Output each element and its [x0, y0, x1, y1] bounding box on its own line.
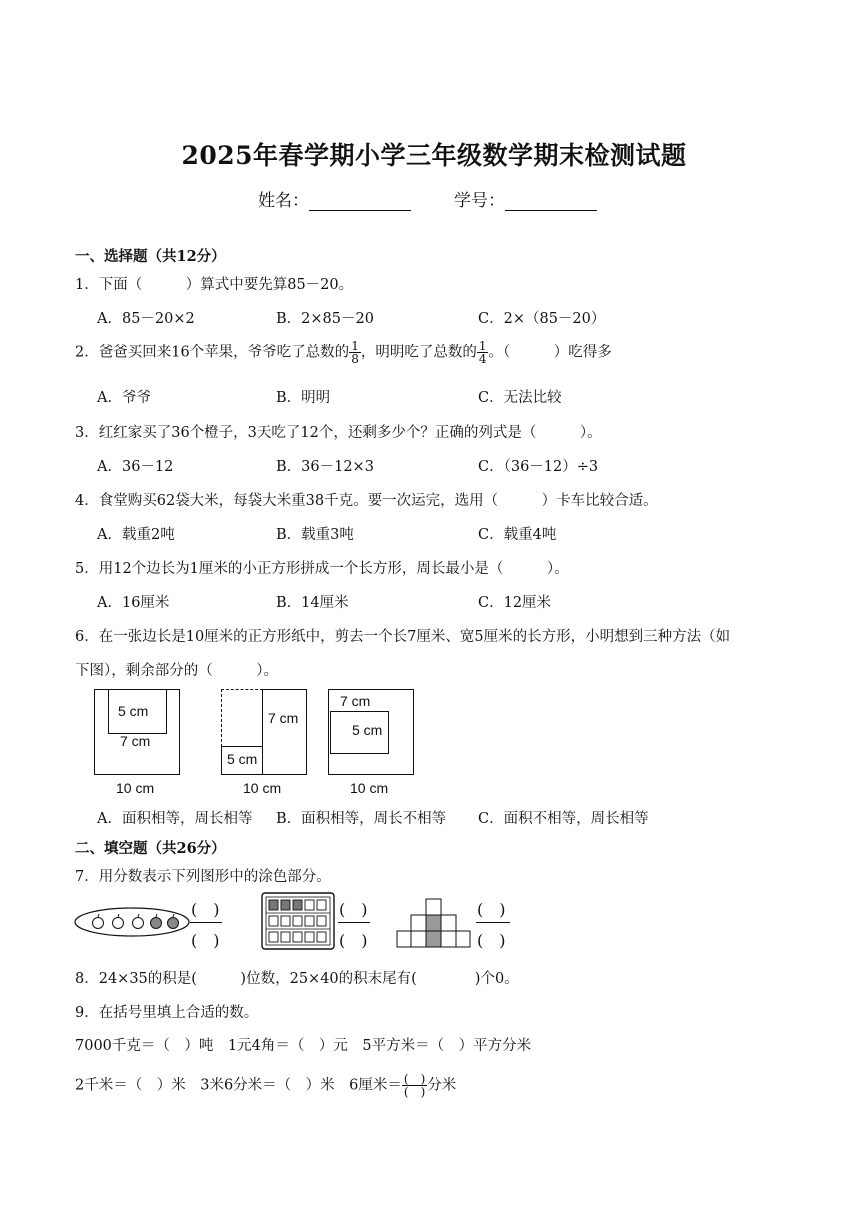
q3-option-c[interactable]: C．（36－12）÷3	[478, 459, 599, 475]
question-5: 5．用12个边长为1厘米的小正方形拼成一个长方形，周长最小是（ ）。	[75, 561, 569, 577]
fraction-one-eighth: $\frac{1}{8}$	[351, 339, 359, 366]
name-field[interactable]	[258, 186, 411, 211]
section-choice-heading: 一、选择题（共12分）	[75, 248, 226, 265]
id-blank[interactable]	[505, 192, 597, 211]
apple-icon	[93, 914, 179, 929]
square-pyramid-figure	[396, 898, 472, 950]
q4-option-b[interactable]: B．载重3吨	[276, 527, 354, 543]
fig2-label-10cm: 10 cm	[243, 780, 282, 796]
q3-option-a[interactable]: A．36－12	[97, 459, 174, 475]
q6-option-b[interactable]: B．面积相等，周长不相等	[276, 811, 447, 827]
question-6-line-2: 下图），剩余部分的（ ）。	[75, 663, 278, 679]
figure-2-cut-rect	[221, 689, 263, 747]
q5-option-c[interactable]: C．12厘米	[478, 595, 552, 611]
question-1: 1．下面（ ）算式中要先算85－20。	[75, 277, 354, 293]
fig3-label-7cm: 7 cm	[340, 693, 371, 709]
id-label: 学号：	[454, 191, 505, 211]
fraction-one-quarter: $\frac{1}{4}$	[478, 339, 487, 366]
q5-option-a[interactable]: A．16厘米	[97, 595, 170, 611]
q9-fraction-blank[interactable]: $\frac{( )}{( )}$	[403, 1072, 426, 1099]
fig3-label-5cm: 5 cm	[352, 722, 383, 738]
question-6-line-1: 6．在一张边长是10厘米的正方形纸中，剪去一个长7厘米、宽5厘米的长方形，小明想到三种方法（如	[75, 629, 731, 645]
q5-option-b[interactable]: B．14厘米	[276, 595, 349, 611]
section-fill-heading: 二、填空题（共26分）	[75, 840, 226, 857]
q7-fraction-bar-2	[338, 922, 370, 923]
q3-option-b[interactable]: B．36－12×3	[276, 459, 374, 475]
name-label: 姓名：	[258, 191, 309, 211]
q1-option-a[interactable]: A．85－20×2	[97, 311, 195, 327]
question-8: 8．24×35的积是( )位数，25×40的积末尾有( )个0。	[75, 971, 519, 987]
q2-option-c[interactable]: C．无法比较	[478, 390, 562, 406]
q9-row-1: 7000千克＝（ ）吨 1元4角＝（ ）元 5平方米＝（ ）平方分米	[75, 1038, 532, 1054]
q4-option-c[interactable]: C．载重4吨	[478, 527, 557, 543]
q1-option-c[interactable]: C．2×（85－20）	[478, 311, 606, 327]
q2-option-a[interactable]: A．爷爷	[97, 390, 151, 406]
q7-blank-1-denominator[interactable]: ( )	[191, 931, 220, 950]
fig2-label-7cm: 7 cm	[268, 710, 299, 726]
q6-option-c[interactable]: C．面积不相等，周长相等	[478, 811, 649, 827]
q7-blank-3-denominator[interactable]: ( )	[477, 931, 506, 950]
q7-blank-1-numerator[interactable]: ( )	[191, 900, 220, 919]
q7-blank-2-denominator[interactable]: ( )	[339, 931, 368, 950]
q1-option-b[interactable]: B．2×85－20	[276, 311, 374, 327]
q2-text-pre: 2．爸爸买回来16个苹果，爷爷吃了总数的	[75, 344, 350, 361]
q9-row-2	[75, 1073, 456, 1098]
box-grid-figure	[261, 892, 337, 952]
q7-blank-2-numerator[interactable]: ( )	[339, 900, 368, 919]
q9-row-2-unit: 分米	[427, 1077, 457, 1094]
q6-option-a[interactable]: A．面积相等，周长相等	[97, 811, 253, 827]
figure-square-2-right	[262, 689, 307, 775]
q4-option-a[interactable]: A．载重2吨	[97, 527, 175, 543]
q2-option-b[interactable]: B．明明	[276, 390, 331, 406]
fig1-label-5cm: 5 cm	[118, 703, 149, 719]
fig2-label-5cm: 5 cm	[227, 751, 258, 767]
q7-blank-3-numerator[interactable]: ( )	[477, 900, 506, 919]
fig3-label-10cm: 10 cm	[350, 780, 389, 796]
fig1-label-7cm: 7 cm	[120, 733, 151, 749]
q7-fraction-bar-1	[190, 922, 222, 923]
question-7: 7．用分数表示下列图形中的涂色部分。	[75, 869, 331, 885]
q2-text-post: 。（ ）吃得多	[488, 344, 612, 361]
page-title: 2025年春学期小学三年级数学期末检测试题	[181, 141, 687, 170]
question-4: 4．食堂购买62袋大米，每袋大米重38千克。要一次运完，选用（ ）卡车比较合适。	[75, 493, 658, 509]
q2-text-mid: ，明明吃了总数的	[360, 344, 477, 361]
question-3: 3．红红家买了36个橙子，3天吃了12个，还剩多少个？正确的列式是（ ）。	[75, 425, 602, 441]
q7-fraction-bar-3	[476, 922, 510, 923]
apple-ellipse-figure	[74, 905, 194, 939]
question-9: 9．在括号里填上合适的数。	[75, 1005, 259, 1021]
name-blank[interactable]	[309, 192, 411, 211]
id-field[interactable]	[454, 186, 597, 211]
question-2	[75, 340, 612, 365]
fig1-label-10cm: 10 cm	[116, 780, 155, 796]
q9-row-2-text: 2千米＝（ ）米 3米6分米＝（ ）米 6厘米＝	[75, 1077, 402, 1094]
